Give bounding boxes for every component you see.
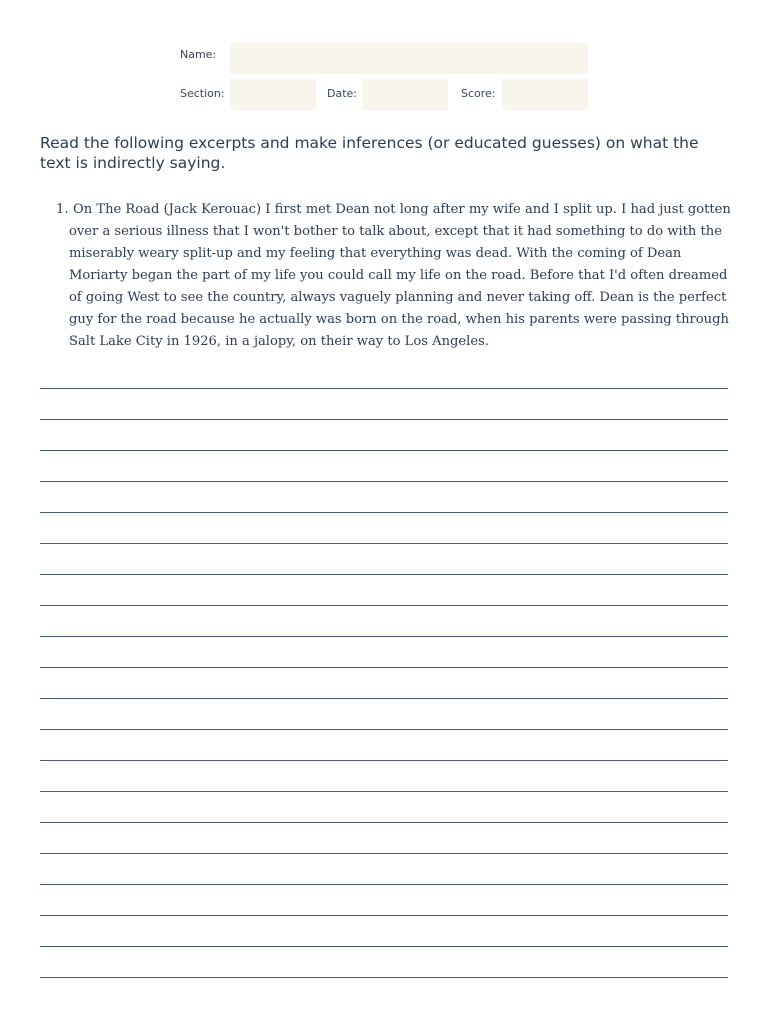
- score-label: Score:: [461, 87, 496, 100]
- answer-line[interactable]: [40, 574, 728, 575]
- answer-line[interactable]: [40, 419, 728, 420]
- name-label: Name:: [180, 48, 217, 61]
- answer-line[interactable]: [40, 822, 728, 823]
- answer-line[interactable]: [40, 946, 728, 947]
- answer-line[interactable]: [40, 977, 728, 978]
- answer-line[interactable]: [40, 760, 728, 761]
- instructions: Read the following excerpts and make inferences (or educated guesses) on what the text is indirectly saying.: [40, 134, 699, 172]
- answer-line[interactable]: [40, 884, 728, 885]
- question-text: On The Road (Jack Kerouac) I first met Dean not long after my wife and I split up. I had just gotten over a serious illness that I won't bother to talk about, except that it had something to do with the miserably weary split-up and my feeling that everything was dead. With the coming of Dean Moriarty began the part of my life you could call my life on the road. Before that I'd often dreamed of going West to see the country, always vaguely planning and never taking off. Dean is the perfect guy for the road because he actually was born on the road, when his parents were passing through Salt Lake City in 1926, in a jalopy, on their way to Los Angeles.: [69, 202, 731, 349]
- answer-line[interactable]: [40, 915, 728, 916]
- answer-line[interactable]: [40, 605, 728, 606]
- answer-line[interactable]: [40, 388, 728, 389]
- answer-line[interactable]: [40, 667, 728, 668]
- answer-line[interactable]: [40, 791, 728, 792]
- date-label: Date:: [327, 87, 357, 100]
- answer-line[interactable]: [40, 481, 728, 482]
- answer-area[interactable]: [40, 0, 728, 1024]
- answer-line[interactable]: [40, 512, 728, 513]
- answer-line[interactable]: [40, 853, 728, 854]
- answer-line[interactable]: [40, 543, 728, 544]
- answer-line[interactable]: [40, 450, 728, 451]
- section-label: Section:: [180, 87, 225, 100]
- answer-line[interactable]: [40, 636, 728, 637]
- answer-line[interactable]: [40, 698, 728, 699]
- answer-line[interactable]: [40, 729, 728, 730]
- question-number: 1.: [56, 202, 69, 217]
